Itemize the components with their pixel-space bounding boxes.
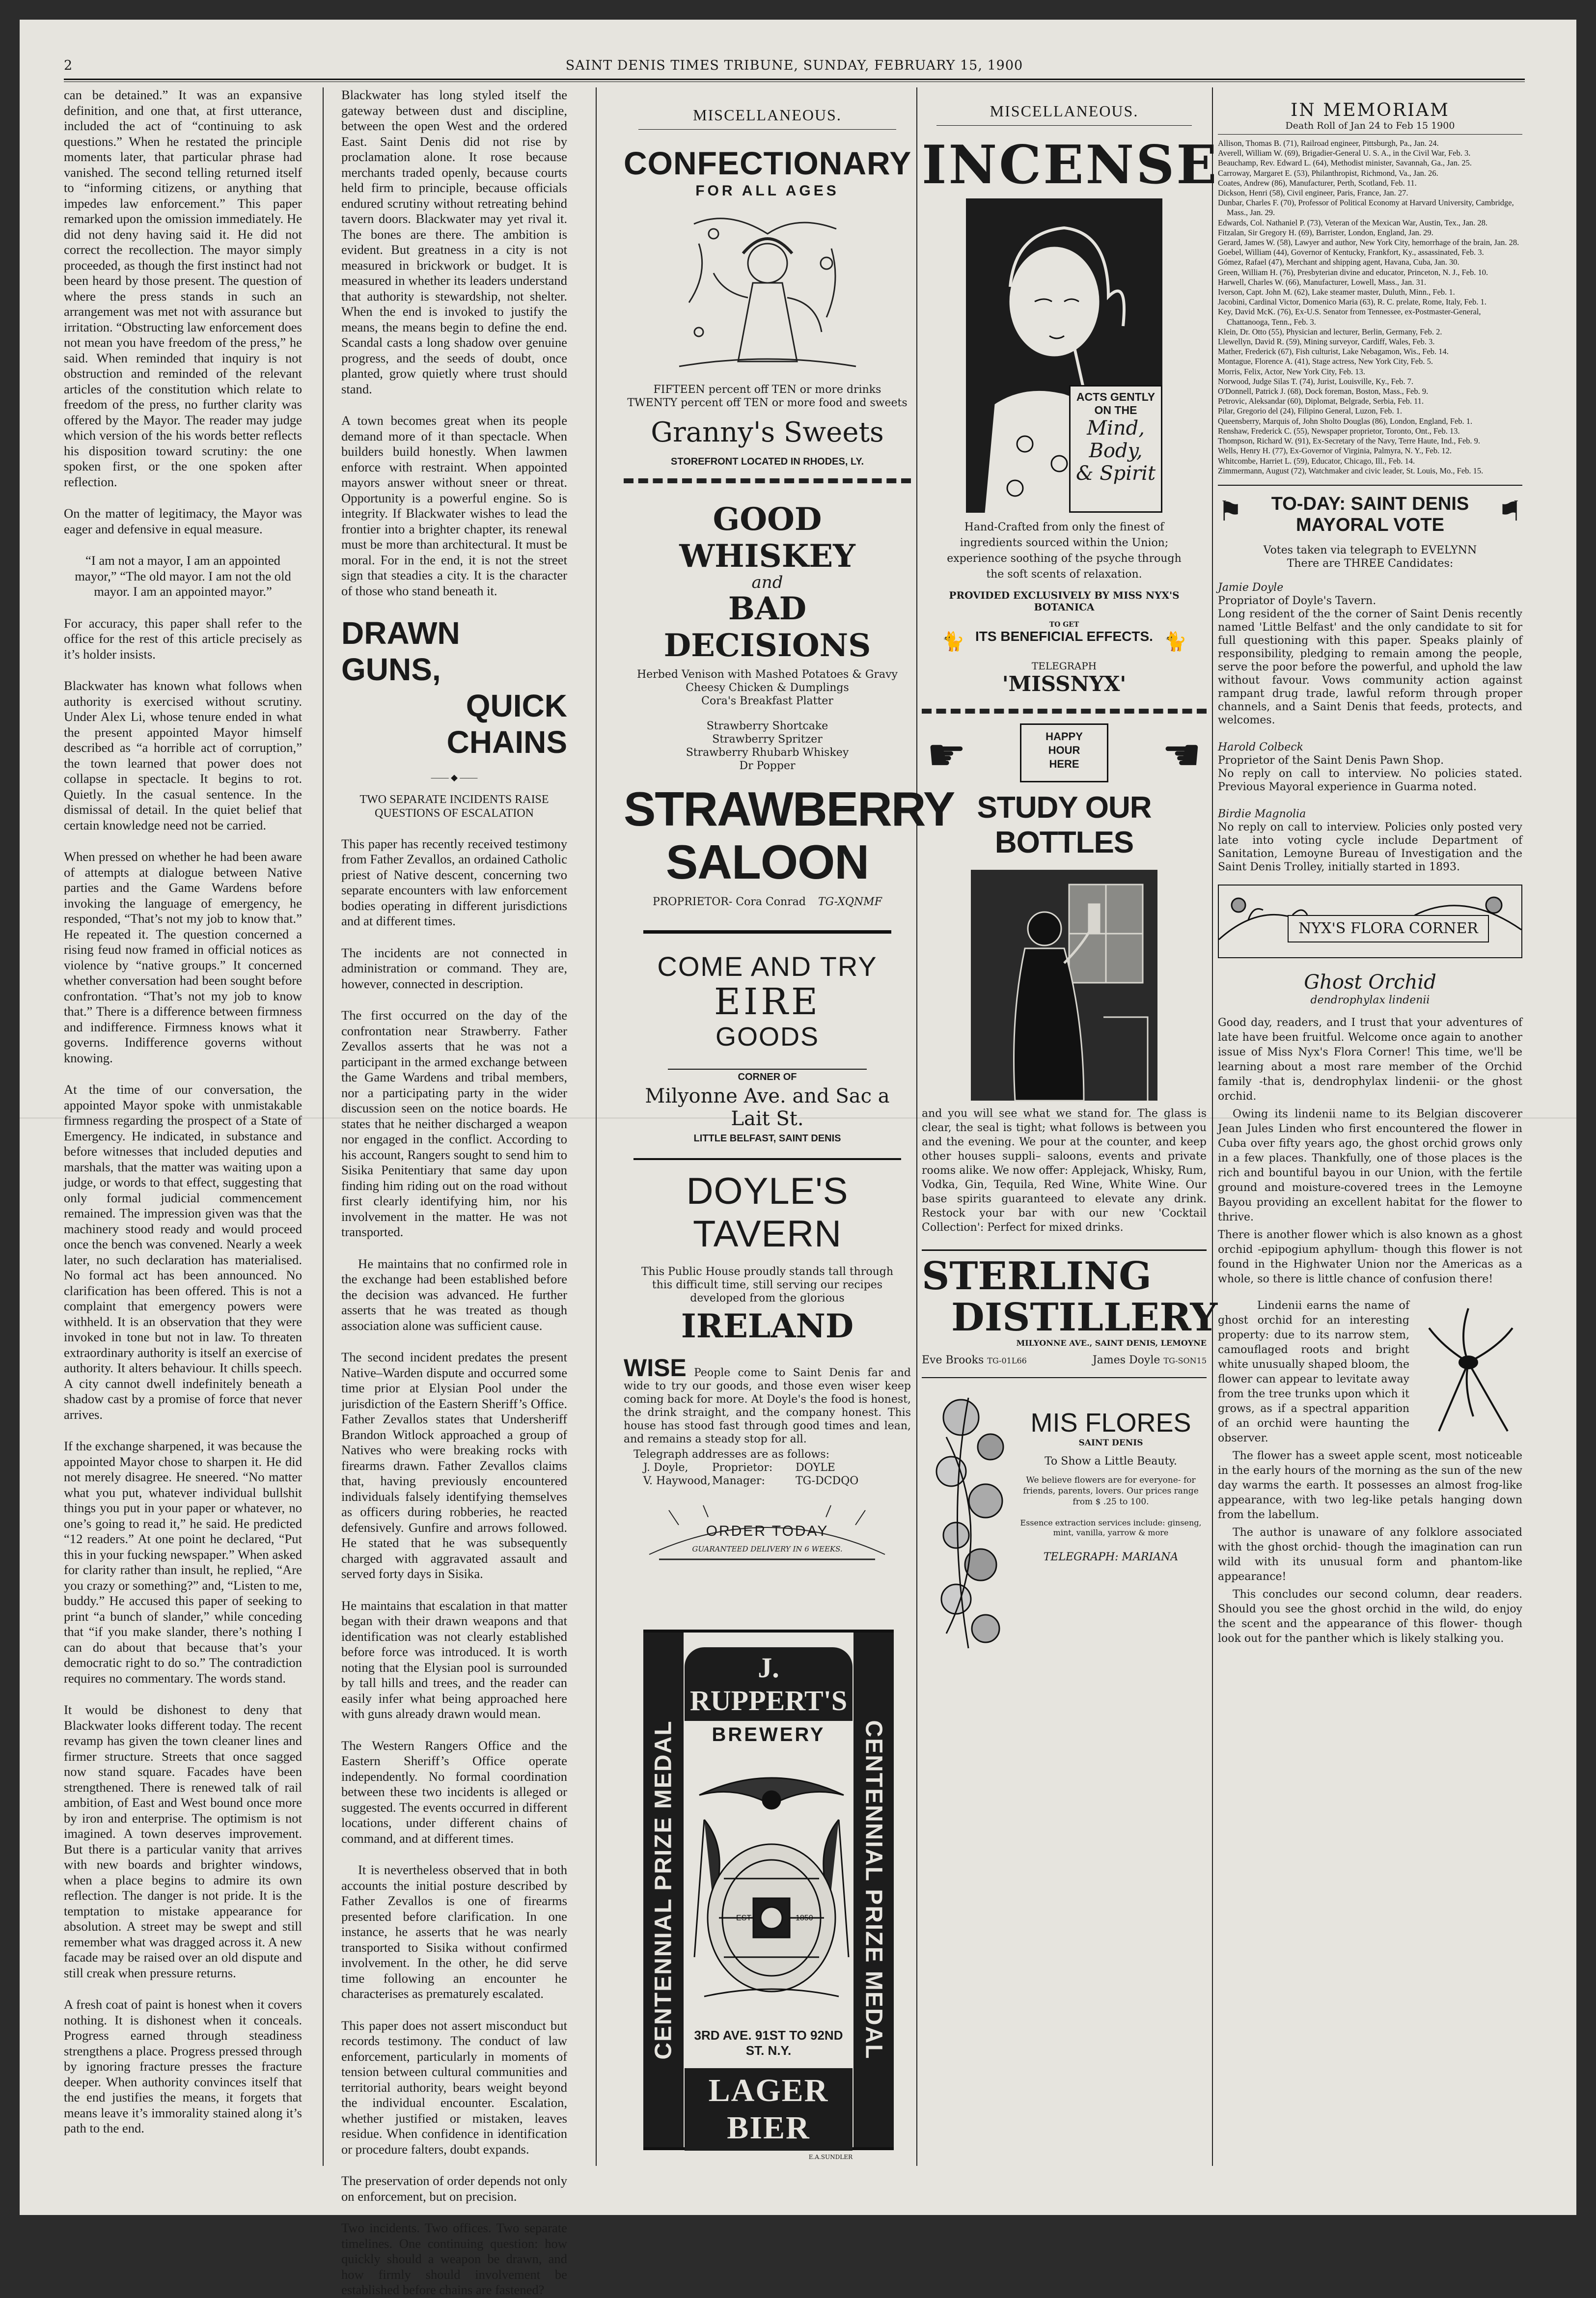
- death-entry: Averell, William W. (69), Brigadier-General U. S. A., in the Civil War, Feb. 3.: [1218, 148, 1471, 158]
- flora-banner-title: NYX'S FLORA CORNER: [1298, 919, 1478, 937]
- flores-sub: To Show a Little Beauty.: [1045, 1455, 1177, 1467]
- flora-paragraph: Lindenii earns the name of ghost orchid for an interesting property: due to its narrow stem, camouflaged roots and bright white unusually shaped bloom, the flower can appear to levitate away from the tree trunks upon which it grows, as if a spectral apparition of an orchid were haunting the observer.: [1218, 1299, 1409, 1444]
- doyle-intro: This Public House proudly stands tall through this difficult time, still serving our recipes developed from the glorious: [641, 1266, 894, 1304]
- menu-item: Strawberry Rhubarb Whiskey: [686, 747, 849, 759]
- candidate: [1218, 581, 1522, 727]
- whiskey-line-1: GOOD WHISKEY: [679, 501, 855, 575]
- bottles-illustration-frame: [971, 870, 1157, 1101]
- article-column-2: [341, 87, 567, 2297]
- menu-item: Herbed Venison with Mashed Potatoes & Gravy: [637, 668, 898, 681]
- eagle-barrel-illustration: [685, 1751, 858, 2026]
- ad-confectionary: [624, 144, 911, 468]
- medal-text-right: [853, 1633, 894, 2147]
- orchid-block: [1218, 1299, 1522, 1446]
- death-entry: Allison, Thomas B. (71), Railroad engineer, Pittsburgh, Pa., Jan. 24.: [1218, 138, 1439, 148]
- death-entry: Zimmermann, August (72), Watchmaker and civic leader, St. Louis, Mo., Feb. 15.: [1218, 466, 1484, 475]
- candidate-desc: Proprietor of the Saint Denis Pawn Shop.: [1218, 754, 1444, 767]
- flag-icon: ⚑: [1218, 495, 1243, 527]
- death-entry: O'Donnell, Patrick J. (68), Dock foreman, Boston, Mass., Feb. 9.: [1218, 387, 1429, 396]
- ruppert-name-plate: [685, 1647, 853, 1721]
- death-roll: [1218, 138, 1522, 476]
- flora-body: [1218, 1016, 1522, 1646]
- ad-sterling-distillery: [922, 1249, 1218, 1367]
- flores-title: MIS FLORES: [1030, 1408, 1191, 1438]
- death-entry: Norwood, Judge Silas T. (74), Jurist, Louisville, Ky., Feb. 7.: [1218, 376, 1413, 386]
- incense-provided: PROVIDED EXCLUSIVELY BY MISS NYX'S BOTANICA: [949, 589, 1180, 613]
- medal-right: CENTENNIAL PRIZE MEDAL: [860, 1720, 887, 2060]
- pointing-hand-icon: ☛: [1162, 729, 1202, 781]
- happy-line: HAPPY: [1046, 730, 1083, 743]
- tg-code: TG-DCDQO: [796, 1475, 859, 1487]
- death-entry: Goebel, William (44), Governor of Kentucky, Frankfort, Ky., assassinated, Feb. 3.: [1218, 248, 1484, 257]
- tg-role: Proprietor:: [712, 1462, 773, 1474]
- paragraph: The first occurred on the day of the confrontation near Strawberry. Father Zevallos asserts that he was not a participant in the armed exchange between the Game Wardens and tribal members, nor a participating party in the wider discussion seen on the notice boards. He states that he neither discharged a weapon nor engaged in the conflict. According to his account, Rangers sought to send him to Sisika Penitentiary that same day upon finding him riding out on the road without first clearly identifying him, nor his involvement in the matter. He was not transported.: [341, 1008, 567, 1239]
- ruppert-address: 3RD AVE. 91ST TO 92ND ST. N.Y.: [694, 2028, 843, 2058]
- header-rule: [64, 79, 1525, 80]
- ghost-orchid-latin: dendrophylax lindenii: [1310, 994, 1430, 1006]
- paragraph: The incidents are not connected in administration or command. They are, however, connected in description.: [341, 945, 567, 991]
- headline-line-1: DRAWN GUNS,: [341, 615, 460, 687]
- bottles-title: STUDY OUR BOTTLES: [977, 791, 1152, 859]
- whiskey-and: and: [751, 573, 783, 592]
- paragraph: can be detained.” It was an expansive definition, and one that, at first utterance, included the act of “continuing to ask questions.” When he restated the principle moments later, that particular phrase had vanished. The second telling returned itself to “informing citizens, or anything that impedes law enforcement.” This paper remarked upon the omission immediately. He did not deny having said it. He did not correct the recollection. The mayor simply proceeded, as though the first instinct had not been heard by those present. The question of where the press stands in such an arrangement was met not with assurance but irritation. “Obstructing law enforcement does not mean you have freedom of the press,” he said. When reminded that inquiry is not obstruction and reminded of the relevant articles of the constitution which relate to freedom of the press, no further clarity was offered by the Mayor. The reader may judge which version of the his words better reflects his disposition toward scrutiny: the one spoken first, or the one spoken after reflection.: [64, 87, 302, 489]
- happy-line: HERE: [1049, 758, 1079, 770]
- doyle-ireland: IRELAND: [681, 1307, 854, 1345]
- death-entry: Klein, Dr. Otto (55), Physician and lecturer, Berlin, Germany, Feb. 2.: [1218, 327, 1442, 336]
- ghost-orchid-script: Ghost Orchid: [1304, 970, 1436, 994]
- tg-role: Manager:: [712, 1475, 765, 1487]
- est-year: 1850: [796, 1914, 813, 1922]
- incense-desc: Hand-Crafted from only the finest of ingredients sourced within the Union; experience soothing of the psyche through the soft scents of relaxation.: [947, 521, 1182, 581]
- saloon-proprietor: [624, 895, 911, 909]
- orchid-illustration: [1414, 1299, 1522, 1436]
- paragraph: Blackwater has long styled itself the gateway between dust and discipline, between the open West and the ordered East. Saint Denis did not rise by proclamation alone. It rose because merchants traded openly, because courts held firm to principle, because officials endured scrutiny without retreating behind tavern doors. Blackwater may yet rival it. The bones are there. The ambition is evident. But greatness in a city is not measured in brickwork or budget. It is measured in whether its leaders understand that authority is stewardship, not shelter. When the end is invoked to justify the means, the means begin to define the end. Scandal casts a long shadow over genuine progress, and the seeds of doubt, once planted, grow quietly where trust should stand.: [341, 87, 567, 396]
- memoriam-title: IN MEMORIAM: [1291, 100, 1450, 120]
- beneficial-effects: ITS BENEFICIAL EFFECTS.: [975, 629, 1153, 644]
- paragraph: A town becomes great when its people demand more of it than spectacle. When builders build honestly. When lawmen enforce with restraint. When appointed mayors answer without sneer or threat. Opportunity is a powerful engine. So is integrity. If Blackwater wishes to lead the frontier into a brighter chapter, its renewal must be more than architectural. It must be moral. For in the end, it is not the street sign that steadies a city. It is the character of those who stand beneath it.: [341, 413, 567, 598]
- death-entry: Renshaw, Frederick C. (55), Newspaper proprietor, Toronto, Ont., Feb. 13.: [1218, 426, 1460, 436]
- bottles-body: and you will see what we stand for. The glass is clear, the seal is tight; what follows is between you and the evening. We pour at the counter, and keep other houses suppli– saloons, events and private rooms alike. We now offer: Applejack, Whisky, Rum, Vodka, Gin, Tequila, Red Wine, White Wine. Our base spirits guaranteed to elevate any drink. Restock your bar with our new 'Cocktail Collection': Perfect for mixed drinks.: [922, 1107, 1207, 1234]
- paragraph: It is nevertheless observed that in both accounts the initial posture described by Father Zevallos is one of firearms presented before clarification. In one instance, he asserts that he was nearly transported to Sisika without confirmed involvement. In the other, he did serve time following an encounter he characterises as prematurely escalated.: [341, 1862, 567, 2001]
- man-with-bottle-illustration: [971, 870, 1157, 1101]
- flora-paragraph: Owing its lindenii name to its Belgian discoverer Jean Jules Linden who first encountered the flower in Cuba over fifty years ago, the ghost orchid grows only in a few places. Thankfully, one of those places is the rich and bountiful bayou in our Union, with the fertile ground and moisture-covered trees in the Lemoyne Bayou providing an excellent habitat for the flower to thrive.: [1218, 1107, 1522, 1223]
- medal-left: CENTENNIAL PRIZE MEDAL: [650, 1720, 677, 2060]
- menu-item: Dr Popper: [739, 760, 796, 772]
- sterling-line-2: DISTILLERY: [951, 1295, 1218, 1340]
- menu-list-1: [624, 668, 911, 708]
- ruppert-center: [685, 1633, 853, 2160]
- tg-person: J. Doyle,: [643, 1462, 688, 1474]
- candidate-desc: Propriator of Doyle's Tavern.: [1218, 594, 1376, 607]
- death-entry: Green, William H. (76), Presbyterian divine and educator, Princeton, N. J., Feb. 10.: [1218, 267, 1488, 277]
- flora-title-box: [1288, 915, 1489, 942]
- mind-line: Body,: [1089, 440, 1143, 462]
- paragraph: Two incidents. Two offices. Two separate timelines. One continuing question: how quickly should a weapon be drawn, and how firmly should involvement be established before chains are fastened?: [341, 2220, 567, 2297]
- paragraph: It would be dishonest to deny that Blackwater looks different today. The recent revamp has given the town cleaner lines and firmer structure. Streets that once sagged now stand square. Facades have been strengthened. There is renewed talk of rail ambition, of East and West bound once more by iron and enterprise. The optimism is not imagined. A town deserves improvement. But there is a particular vanity that arrives with new boards and brighter windows, when a place begins to admire its own reflection. The danger is not pride. It is the temptation to mistake appearance for absolution. A street may be swept and still remember what was dragged across it. A new facade may be raised over an old dispute and still creak when pressure returns.: [64, 1702, 302, 1980]
- vote-intro-2: There are THREE Candidates:: [1287, 557, 1454, 570]
- column-5: [1218, 87, 1522, 2166]
- candidate-body: Long resident of the the corner of Saint Denis recently named 'Little Belfast' and the only candidate to sit for full questioning with this paper. Speaks plainly of responsibility, pledging to remain among the people, serve the poor before the powerful, and uphold the law without favour. Vows community action against rampant drug trade, lawful reform through proper channels, and a Saint Denis that feeds, protects, and welcomes.: [1218, 608, 1522, 726]
- eire-line-2: EIRE: [714, 981, 821, 1023]
- ruppert-brewery: BREWERY: [712, 1724, 826, 1745]
- death-entry: Harwell, Charles W. (66), Manufacturer, Lowell, Mass., Jan. 31.: [1218, 277, 1427, 287]
- rule: [1218, 134, 1522, 135]
- death-entry: Whitcombe, Harriet L. (59), Educator, Chicago, Ill., Feb. 14.: [1218, 456, 1415, 466]
- sterling-person: James Doyle: [1092, 1354, 1160, 1366]
- section-heading: MISCELLANEOUS.: [990, 102, 1139, 120]
- happy-line: HOUR: [1048, 744, 1080, 756]
- divider-ornament: —— ◆ ——: [431, 773, 478, 782]
- paragraph: At the time of our conversation, the appointed Mayor spoke with unmistakable firmness regarding the prospect of a State of Emergency. He indicated, in substance and before witnesses that included deputies and marshals, that the matter was waiting upon a judge, or words to that effect, suggesting that only formal judicial commencement remained. The impression given was that the machinery stood ready and would proceed once the bench was convened. Nearly a week later, no such declaration has materialised. No formal act has been announced. No clarification has been offered. This is not a complaint that emergency powers were withheld. It is an observation that they were invoked in tone but not in law. To threaten extraordinary authority is itself an exercise of authority. It alters behaviour. It chills speech. A city cannot dwell indefinitely beneath a shadow cast by a promise of force that never arrives.: [64, 1082, 302, 1422]
- column-rule: [596, 87, 597, 2166]
- flora-corner: [1218, 885, 1522, 1646]
- mind-line: Mind,: [1087, 417, 1145, 440]
- paragraph: The preservation of order depends not only on enforcement, but on precision.: [341, 2173, 567, 2204]
- article-column-1: [64, 87, 302, 2165]
- medal-text-left: [643, 1633, 684, 2147]
- ad-doyles-tavern: [624, 1170, 911, 1488]
- death-entry: Mather, Frederick (67), Fish culturist, Lake Nebagamon, Wis., Feb. 14.: [1218, 347, 1449, 357]
- paragraph: On the matter of legitimacy, the Mayor was eager and defensive in equal measure.: [64, 506, 302, 536]
- death-entry: Key, David McK. (76), Ex-U.S. Senator from Tennessee, ex-Postmaster-General, Chattanooga, Tenn., Feb. 3.: [1218, 307, 1481, 327]
- death-entry: Coates, Andrew (86), Manufacturer, Perth, Scotland, Feb. 11.: [1218, 178, 1417, 188]
- rule: [668, 1069, 867, 1070]
- paragraph: For accuracy, this paper shall refer to the office for the rest of this article precisely as it’s holder insists.: [64, 615, 302, 662]
- order-today-banner: [624, 1505, 911, 1564]
- eire-line-3: GOODS: [715, 1022, 820, 1052]
- menu-item: Cheesy Chicken & Dumplings: [686, 682, 849, 694]
- death-entry: Iverson, Capt. John M. (62), Lake steamer master, Duluth, Minn., Feb. 1.: [1218, 287, 1455, 297]
- flores-text: [1015, 1408, 1207, 1564]
- doyle-body-block: [624, 1356, 911, 1446]
- sterling-tg: TG-01L66: [987, 1356, 1027, 1365]
- page-header: [64, 58, 1525, 78]
- paragraph: Blackwater has known what follows when authority is exercised without scrutiny. Under Alex Li, whose tenure ended in what the present appointed Mayor himself described as “a horrible act of corruption,” the town learned that power does not collapse in spectacle. It begins to rot. Quietly. In the casual sentence. In the dismissal of detail. In the quiet belief that certain knowledge need not be carried.: [64, 678, 302, 832]
- doyle-wise: WISE: [624, 1354, 687, 1382]
- doyle-tg-intro: Telegraph addresses are as follows:: [633, 1448, 829, 1461]
- newspaper-page: [20, 20, 1576, 2297]
- strawberry-title: STRAWBERRY: [624, 782, 955, 836]
- death-entry: Montague, Florence A. (41), Stage actress, New York City, Feb. 5.: [1218, 357, 1433, 366]
- rule: [638, 129, 896, 130]
- dateline: SAINT DENIS TIMES TRIBUNE, SUNDAY, FEBRUARY 15, 1900: [565, 58, 1023, 73]
- flora-paragraph: There is another flower which is also known as a ghost orchid -epipogium aphyllum- though this flower is not found in the Highwater Union nor the Americas as a whole, so there is little chance of confusion there!: [1218, 1228, 1522, 1285]
- death-entry: Queensberry, Marquis of, John Sholto Douglas (86), London, England, Feb. 1.: [1218, 416, 1473, 426]
- ads-column-4: [922, 87, 1219, 2166]
- incense-acts-box: [1069, 385, 1162, 513]
- flag-icon: ⚑: [1497, 495, 1522, 527]
- headline-line-2: QUICK CHAINS: [446, 688, 567, 760]
- proprietor-name: PROPRIETOR- Cora Conrad: [653, 896, 806, 908]
- grannys-sweets: Granny's Sweets: [651, 416, 884, 448]
- flores-body-2: Essence extraction services include: ginseng, mint, vanilla, yarrow & more: [1020, 1518, 1202, 1537]
- ad-study-bottles: [922, 723, 1207, 1235]
- deal-1: FIFTEEN percent off TEN or more drinks: [653, 384, 881, 396]
- mayoral-vote: [1218, 485, 1522, 874]
- death-entry: Carroway, Margaret E. (53), Philanthropist, Richmond, Va., Jan. 26.: [1218, 168, 1438, 178]
- doyle-title: DOYLE'S TAVERN: [686, 1170, 849, 1255]
- candidate-body: No reply on call to interview. No policies stated. Previous Mayoral experience in Guarma noted.: [1218, 767, 1522, 793]
- doyle-body: People come to Saint Denis far and wide to try our goods, and those even wiser keep coming back for more. At Doyle's the food is honest, the drink straight, and the company honest. This house has stood fast through good times and lean, and remains a steady stop for all.: [624, 1367, 911, 1445]
- rule: [643, 930, 891, 934]
- paragraph: This paper has recently received testimony from Father Zevallos, an ordained Catholic priest of Native descent, concerning two separate encounters with law enforcement bodies operating in different jurisdictions and at different times.: [341, 836, 567, 928]
- sweets-location: STOREFRONT LOCATED IN RHODES, LY.: [671, 456, 864, 467]
- death-entry: Morris, Felix, Actor, New York City, Feb. 13.: [1218, 366, 1365, 376]
- ad-eire-goods: [624, 950, 911, 1144]
- ruppert-beer: LAGER BIER: [708, 2073, 829, 2146]
- paragraph: This paper does not assert misconduct but records testimony. The conduct of law enforcement, particularly in moments of tension between cultural communities and territorial authority, bears weight beyond the individual encounter. Escalation, whether justified or mistaken, leaves residue. When confidence in identification or procedure falters, doubt expands.: [341, 2018, 567, 2157]
- quote: “I am not a mayor, I am an appointed mayor,” “The old mayor. I am not the old mayor. I am an appointed mayor.”: [75, 553, 291, 599]
- tg-person: V. Haywood,: [643, 1475, 711, 1487]
- headline-drawn-guns: [341, 615, 567, 760]
- page-number: 2: [64, 58, 73, 73]
- menu-item: Cora's Breakfast Platter: [701, 695, 833, 707]
- ad-ruppert-brewery: [643, 1630, 894, 2160]
- death-entry: Wells, Henry H. (77), Ex-Governor of Virginia, Palmyra, N. Y., Feb. 12.: [1218, 446, 1452, 456]
- candidate: [1218, 807, 1522, 874]
- candidate-name: Harold Colbeck: [1218, 741, 1304, 753]
- death-entry: Fitzalan, Sir Gregory H. (69), Barrister, London, England, Jan. 29.: [1218, 227, 1433, 237]
- whiskey-line-2: BAD DECISIONS: [663, 590, 871, 664]
- mind-line: & Spirit: [1075, 462, 1156, 485]
- flores-tg: TELEGRAPH: MARIANA: [1043, 1551, 1179, 1563]
- flora-paragraph: This concludes our second column, dear readers. Should you see the ghost orchid in the wild, do enjoy the scent and the appearance of this flower- though look out for the panther which is likely stalking you.: [1218, 1588, 1522, 1645]
- sterling-address: MILYONNE AVE., SAINT DENIS, LEMOYNE: [1016, 1338, 1207, 1348]
- eire-address: Milyonne Ave. and Sac a Lait St.: [645, 1085, 890, 1130]
- death-entry: Thompson, Richard W. (91), Ex-Secretary of the Navy, Terre Haute, Ind., Feb. 9.: [1218, 436, 1481, 446]
- column-rule: [1212, 87, 1213, 2166]
- deal-2: TWENTY percent off TEN or more food and sweets: [627, 397, 908, 409]
- rule: [922, 709, 1207, 714]
- sterling-contacts: [922, 1354, 1207, 1367]
- eire-corner: CORNER OF: [738, 1072, 797, 1082]
- incense-effects: [922, 621, 1207, 655]
- vote-line-1: TO-DAY: SAINT DENIS: [1271, 493, 1469, 514]
- death-entry: Beauchamp, Rev. Edward L. (64), Methodist minister, Savannah, Ga., Jan. 25.: [1218, 158, 1472, 168]
- eire-location: LITTLE BELFAST, SAINT DENIS: [693, 1133, 841, 1144]
- ruppert-name: J. RUPPERT'S: [689, 1652, 848, 1717]
- order-sub: GUARANTEED DELIVERY IN 6 WEEKS.: [692, 1545, 843, 1553]
- death-entry: Dunbar, Charles F. (70), Professor of Political Economy at Harvard University, Cambridge, Mass., Jan. 29.: [1218, 198, 1514, 218]
- death-entry: Llewellyn, David R. (59), Mining surveyor, Cardiff, Wales, Feb. 3.: [1218, 337, 1435, 347]
- candidate-name: Jamie Doyle: [1218, 581, 1284, 594]
- death-entry: Dickson, Henri (58), Civil engineer, Paris, France, Jan. 27.: [1218, 188, 1408, 198]
- rule: [936, 125, 1192, 126]
- happy-hour-sign: [1020, 723, 1108, 782]
- paragraph: If the exchange sharpened, it was because the appointed Mayor chose to sharpen it. He did not merely disagree. He sneered. “No matter what you put, whatever individual bullshit things you put in your paper or whatever, no one’s going to read it,” he said. He predicted “12 readers.” At one point he declared, “Put this in your fucking newspaper.” When asked for clarity rather than insult, he replied, “Are you crazy or something?” and, “Listen to me, buddy.” He accused this paper of seeking to print “a bunch of slander,” while conceding that “if you make slander, there’s nothing I can do about that because that’s your democratic right to do so.” The contradiction requires no commentary. The words stand.: [64, 1439, 302, 1686]
- memoriam-sub: Death Roll of Jan 24 to Feb 15 1900: [1285, 120, 1455, 131]
- saloon-title: SALOON: [665, 835, 869, 889]
- flora-paragraph: Good day, readers, and I trust that your adventures of late have been fruitful. Welcome once again to another issue of Miss Nyx's Flora Corner! This time, we'll be learning about a most rare member of the Orchid family -that is, dendrophylax lindenii- or the ghost orchid.: [1218, 1016, 1522, 1103]
- flora-paragraph: The author is unaware of any folklore associated with the ghost orchid- though the imagination can run wild with its unusual form and phantom-like appearance!: [1218, 1526, 1522, 1583]
- paragraph: The Western Rangers Office and the Eastern Sheriff’s Office operate independently. No formal coordination between these two incidents is alleged or suggested. The events occurred in different locations, under different chains of command, and at different times.: [341, 1738, 567, 1846]
- sterling-person: Eve Brooks: [922, 1354, 984, 1366]
- subheadline: TWO SEPARATE INCIDENTS RAISE QUESTIONS OF ESCALATION: [359, 793, 549, 820]
- vote-line-2: MAYORAL VOTE: [1296, 514, 1444, 535]
- vote-intro: Votes taken via telegraph to EVELYNN: [1263, 544, 1477, 556]
- candidate-body: No reply on call to interview. Policies only posted very late into voting cycle include Department of Sanitation, Lemoyne Bureau of Investigation and the Saint Denis Trolley, initially started in 1893.: [1218, 821, 1522, 873]
- flores-city: SAINT DENIS: [1078, 1438, 1143, 1448]
- sterling-line-1: STERLING: [922, 1254, 1152, 1299]
- acts-line: ACTS GENTLY: [1076, 390, 1156, 403]
- incense-title: INCENSE: [922, 134, 1219, 196]
- doyle-tg-row: [624, 1461, 911, 1474]
- confectionary-sub: FOR ALL AGES: [695, 183, 839, 199]
- menu-item: Strawberry Spritzer: [712, 733, 823, 746]
- bottles-top: [922, 723, 1207, 787]
- death-entry: Gerard, James W. (58), Lawyer and author, New York City, hemorrhage of the brain, Jan. 28.: [1218, 238, 1519, 248]
- order-title: ORDER TODAY: [706, 1523, 829, 1539]
- to-get: TO GET: [1049, 621, 1079, 629]
- column-rule: [323, 87, 324, 2166]
- cat-icon: 🐈: [1163, 631, 1187, 652]
- eire-line-1: COME AND TRY: [657, 951, 878, 982]
- menu-list-2: [624, 720, 911, 773]
- flora-paragraph: The flower has a sweet apple scent, most noticeable in the early hours of the morning as the sun of the new day warms the earth. It possesses an almost frog-like appearance, with two leg-like petals hanging down from the labellum.: [1218, 1449, 1522, 1521]
- death-entry: Pilar, Gregorio del (24), Filipino General, Luzon, Feb. 1.: [1218, 406, 1403, 416]
- death-entry: Petrovic, Aleksandar (60), Diplomat, Belgrade, Serbia, Feb. 11.: [1218, 396, 1424, 406]
- column-rule: [916, 87, 917, 2166]
- paragraph: When pressed on whether he had been aware of attempts at dialogue between Native parties and the Game Wardens before invoking the language of emergency, he responded, “That’s not my job to know that.” He repeated it. The question concerned a rising feud now framed in official notices as violence by “native groups.” It concerned whether conversation had been sought before confrontation. “That’s not my job to know that.” There is a difference between firmness and indifference. Firmness knows what it governs. Indifference governs without knowing.: [64, 849, 302, 1065]
- paragraph: He maintains that no confirmed role in the exchange had been established before the decision was advanced. He further asserts that he was treated as though association alone was sufficient cause.: [341, 1256, 567, 1333]
- incense-tgname: 'MISSNYX': [1002, 672, 1127, 696]
- menu-item: Strawberry Shortcake: [706, 720, 828, 732]
- sterling-tg: TG-SON15: [1163, 1356, 1207, 1365]
- flores-body-1: We believe flowers are for everyone- for friends, parents, lovers. Our prices range from $ .25 to 100.: [1023, 1475, 1199, 1507]
- paragraph: He maintains that escalation in that matter began with their drawn weapons and that identification was not clearly established before force was introduced. It is worth noting that the Elysian pool is surrounded by tall hills and trees, and the reader can easily infer what being approached here with guns already drawn would mean.: [341, 1598, 567, 1721]
- proprietor-tg: TG-XQNMF: [818, 896, 882, 908]
- ad-incense: [922, 134, 1219, 696]
- est-label: EST: [736, 1914, 752, 1922]
- doyle-tg-row: [624, 1474, 911, 1488]
- section-heading: MISCELLANEOUS.: [693, 106, 842, 124]
- ad-mis-flores: [922, 1377, 1207, 1662]
- candidate: [1218, 741, 1522, 794]
- death-entry: Edwards, Col. Nathaniel P. (73), Veteran of the Mexican War, Austin, Tex., Jan. 28.: [1218, 218, 1488, 227]
- flora-banner: [1218, 885, 1522, 958]
- death-entry: Jacobini, Cardinal Victor, Domenico Maria (63), R. C. prelate, Rome, Italy, Feb. 1.: [1218, 297, 1486, 307]
- ruppert-signature: E.A.SUNDLER: [808, 2154, 853, 2160]
- girl-illustration: [669, 204, 866, 381]
- candidate-name: Birdie Magnolia: [1218, 807, 1306, 820]
- pointing-hand-icon: ☛: [927, 729, 966, 781]
- acts-line: ON THE: [1094, 404, 1137, 416]
- flower-bouquet-illustration: [927, 1388, 1010, 1653]
- tg-code: DOYLE: [796, 1462, 835, 1474]
- vote-banner: [1218, 485, 1522, 544]
- incense-portrait: [966, 198, 1162, 513]
- incense-tg: TELEGRAPH: [1031, 660, 1097, 672]
- cat-icon: 🐈: [941, 631, 965, 652]
- confectionary-title: CONFECTIONARY: [624, 145, 912, 181]
- paragraph: The second incident predates the present Native–Warden dispute and occurred some time prior at Elysian Pool under the jurisdiction of the Eastern Sheriff’s Office. Father Zevallos states that Undersheriff Brandon Witlock approached a group of Natives who were breaking rocks with firearms drawn. Father Zevallos claims that, having previously encountered individuals falsely identifying themselves as officers during robberies, he reacted defensively. Gunfire and arrows followed. He stated that he was subsequently charged with aggravated assault and served forty days in Sisika.: [341, 1350, 567, 1581]
- lager-plate: [685, 2068, 853, 2151]
- death-entry: Gómez, Rafael (47), Merchant and shipping agent, Havana, Cuba, Jan. 30.: [1218, 257, 1459, 267]
- paragraph: A fresh coat of paint is honest when it covers nothing. It is dishonest when it conceals. Progress earned through steadiness strengthens a place. Progress pressed through by ignoring fracture presses the fracture deeper. When authority convinces itself that the end justifies the means, it forgets that means leave it’s immorality stained along it’s path to the end.: [64, 1997, 302, 2135]
- ad-strawberry-saloon: [624, 501, 955, 909]
- rule: [624, 478, 911, 483]
- rule: [633, 1158, 901, 1160]
